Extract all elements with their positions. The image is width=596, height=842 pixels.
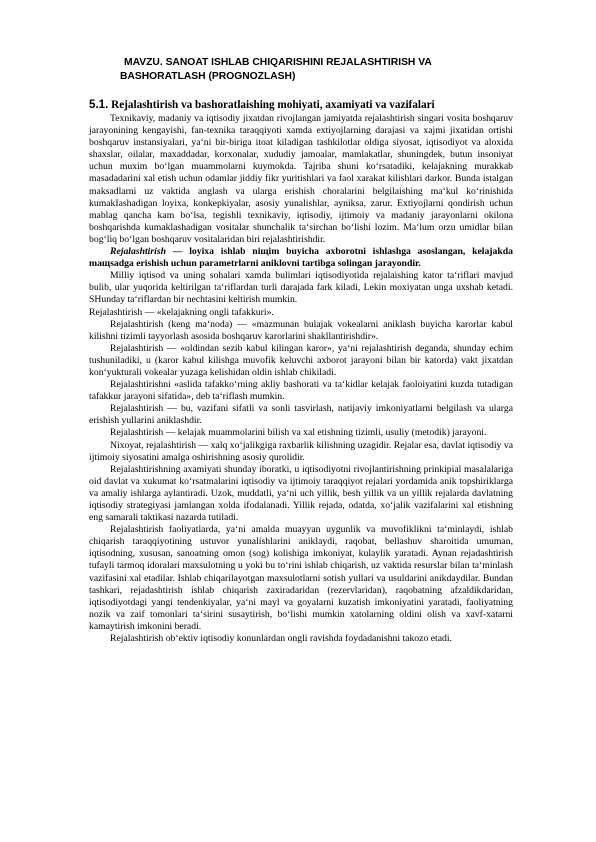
paragraph-11: Rejalashtirishning axamiyati shunday iboratki, u iqtisodiyotni rivojlantirishning prinkipial masalalariga oid davlat va xukumat ko‘rsatmalarini iqtisodiy va ijtimoiy taraqqiyot rejalari yordamida anik topshiriklarga va amaliy ishlarga aylantiradi. Uzok, muddatli, ya‘ni uch yillik, besh yillik va un yillik rejalarda davlatning iqtisodiy strategiyasi jamlangan xolda ifodalanadi. Yillik rejada, odatda, xo‘jalik vazifalarini xal etishning eng samarali taktikasi nazarda tutiladi. bbox=[89, 463, 513, 524]
definition-term: Rejalashtirish bbox=[110, 246, 166, 258]
paragraph-10: Nixoyat, rejalashtirish — xalq xo‘jalikgiga raxbarlik kilishning uzagidir. Rejalar esa, davlat iqtisodiy va ijtimoiy siyosatini amalga oshirishning asosiy qurolidir. bbox=[89, 439, 513, 463]
paragraph-6: Rejalashtirish — «oldindan sezib kabul kilingan karor», ya‘ni rejalashtirish deganda, shunday echim tushuniladiki, u (karor kabul kilishga muvofik keluvchi axborot jarayoni bilan bir katorda) vakt jixatdan kon‘yukturali vokealar yuzaga kelishidan oldin ishlab chikiladi. bbox=[89, 342, 513, 378]
paragraph-9: Rejalashtirish — kelajak muammolarini bilish va xal etishning tizimli, usuliy (metodik) jarayoni. bbox=[110, 427, 487, 439]
document-body bbox=[89, 98, 513, 645]
definition-text: — loyixa ishlab niщim buyicha axborotni ishlashga asoslangan, kelajakda maщsadga erishish uchun parametrlarni aniklovni tartibga solingan jarayondir. bbox=[89, 246, 513, 270]
paragraph-8: Rejalashtirish — bu, vazifani sifatli va sonli tasvirlash, natijaviy imkoniyatlarni belgilash va ularga erishish yullarini aniklashdir. bbox=[89, 403, 513, 427]
paragraph-1: Texnikaviy, madaniy va iqtisodiy jixatdan rivojlangan jamiyatda rejalashtirish singari vosita boshqaruv jarayonining kengayishi, fan-texnika taraqqiyoti xamda extiyojlarning darajasi va xajmi jixatidan ortishi boshqaruv instansiyalari, ya‘ni bir-biriga itoat kiladigan tashkilotlar oldiga siyosat, iqtisodiyot va aloxida shaxslar, oilalar, maxaddadar, korxonalar, xududiy jamoalar, mamlakatlar, shuningdek, butun insoniyat uchun muxim bo‘lgan muammolarni kuymokda. Tajriba shuni ko‘rsatadiki, kelajakning murakkab masadadarini xal etish uchun odamlar jiddiy fikr yuritishlari va faol xarakat kilishlari darkor. Bunda istalgan maksadlarni uz vaktida anglash va ularga erishish choralarini belgilaishing ma‘kul ko‘rinishida kumakIashadigan loyixa, konkepkiyalar, asosiy yunalishlar, ayniksa, zarur. Extiyojlarni qondirish uchun mablag qancha kam bo‘lsa, tegishli texnikaviy, iqtisodiy, ijtimoiy va madaniy jarayonlarni okilona boshqarishda kumaklashadigan vositalar shunchalik ta‘sirchan bo‘lishi lozim. Ma‘lum orzu umidlar bilan bog‘liq bo‘lgan boshqaruv vositalaridan biri rejalashtirishdir. bbox=[89, 113, 513, 245]
section-number: 5.1. bbox=[89, 98, 109, 111]
title-line-2: BASHORATLASH (PROGNOZLASH) bbox=[120, 70, 296, 82]
page-title bbox=[120, 56, 540, 83]
section-title: Rejalashtirish va bashoratlaishing mohiyati, axamiyati va vazifalari bbox=[111, 99, 435, 111]
paragraph-7: Rejalashtirishni «aslida tafakko‘rning akliy bashorati va ta‘kidlar kelajak faoloiyatini kuzda tutadigan tafakkur jarayoni sifatida», deb ta‘riflash mumkin. bbox=[89, 379, 513, 403]
paragraph-12: Rejalashtirish faoliyatlarda, ya‘ni amalda muayyan uygunlik va muvofiklikni ta‘minlaydi, ishlab chiqarish taraqqiyotining ustuvor yunalishlarini aniklaydi, raqobat, bellashuv sharoitida umuman, iqtisodning, xususan, sanoatning omon (sog) kolishiga imkoniyat, kulaylik yaratadi. Aynan rejadashtirish tufayli tarmoq idoralari maxsulotning u yoki bu to‘rini ishlab chiqarish, uz vaktida resurslar bilan ta‘minlash vazifasini xal etadilar. Ishlab chiqarilayotgan maxsulotlarni sotish yullari va usuldarini anikdaydilar. Bundan tashkari, rejadashtirish ishlab chiqarish zaxiradaridan (rezervlaridan), raqobatning afzaldikdaridan, iqtisodiyotdagi yangi tendenkiyalar, ya‘ni mayl va goyalarni kuzatish imkoniyatini yaratadi, faoliyatning nozik va zaif tomonlari ta‘sirini susaytirish, bo‘lishi mumkin xatolarning oldini olish va xavf-xatarni kamaytirish imkonini beradi. bbox=[89, 524, 513, 632]
paragraph-3: Milliy iqtisod va uning sohalari xamda bulimlari iqtisodiyotida rejalaishing kator ta‘riflari mavjud bulib, ular yuqorida keltirilgan ta‘riflardan turli darajada fark kiladi, Lekin moxiyatan unga uxshab ketadi. SHunday ta‘riflardan bir nechtasini keltirish mumkin. bbox=[89, 270, 513, 306]
paragraph-4: Rejalashtirish — «kelajakning ongli tafakkuri». bbox=[89, 306, 274, 318]
title-line-1: MAVZU. SANOAT ISHLAB CHIQARISHINI REJALASHTIRISH VA bbox=[124, 57, 432, 68]
paragraph-13: Rejalashtirish ob‘ektiv iqtisodiy konunlardan ongli ravishda foydadanishni takozo etadi. bbox=[110, 633, 452, 645]
section-heading bbox=[89, 98, 513, 112]
definition-paragraph bbox=[89, 246, 513, 270]
paragraph-5: Rejalashtirish (keng ma‘noda) — «mazmunan bulajak vokealarni aniklash buyicha karorlar kabul kilishni tizimli tayyorlash asosida boshqaruv karorlarini shakllantirishdir». bbox=[89, 318, 513, 342]
